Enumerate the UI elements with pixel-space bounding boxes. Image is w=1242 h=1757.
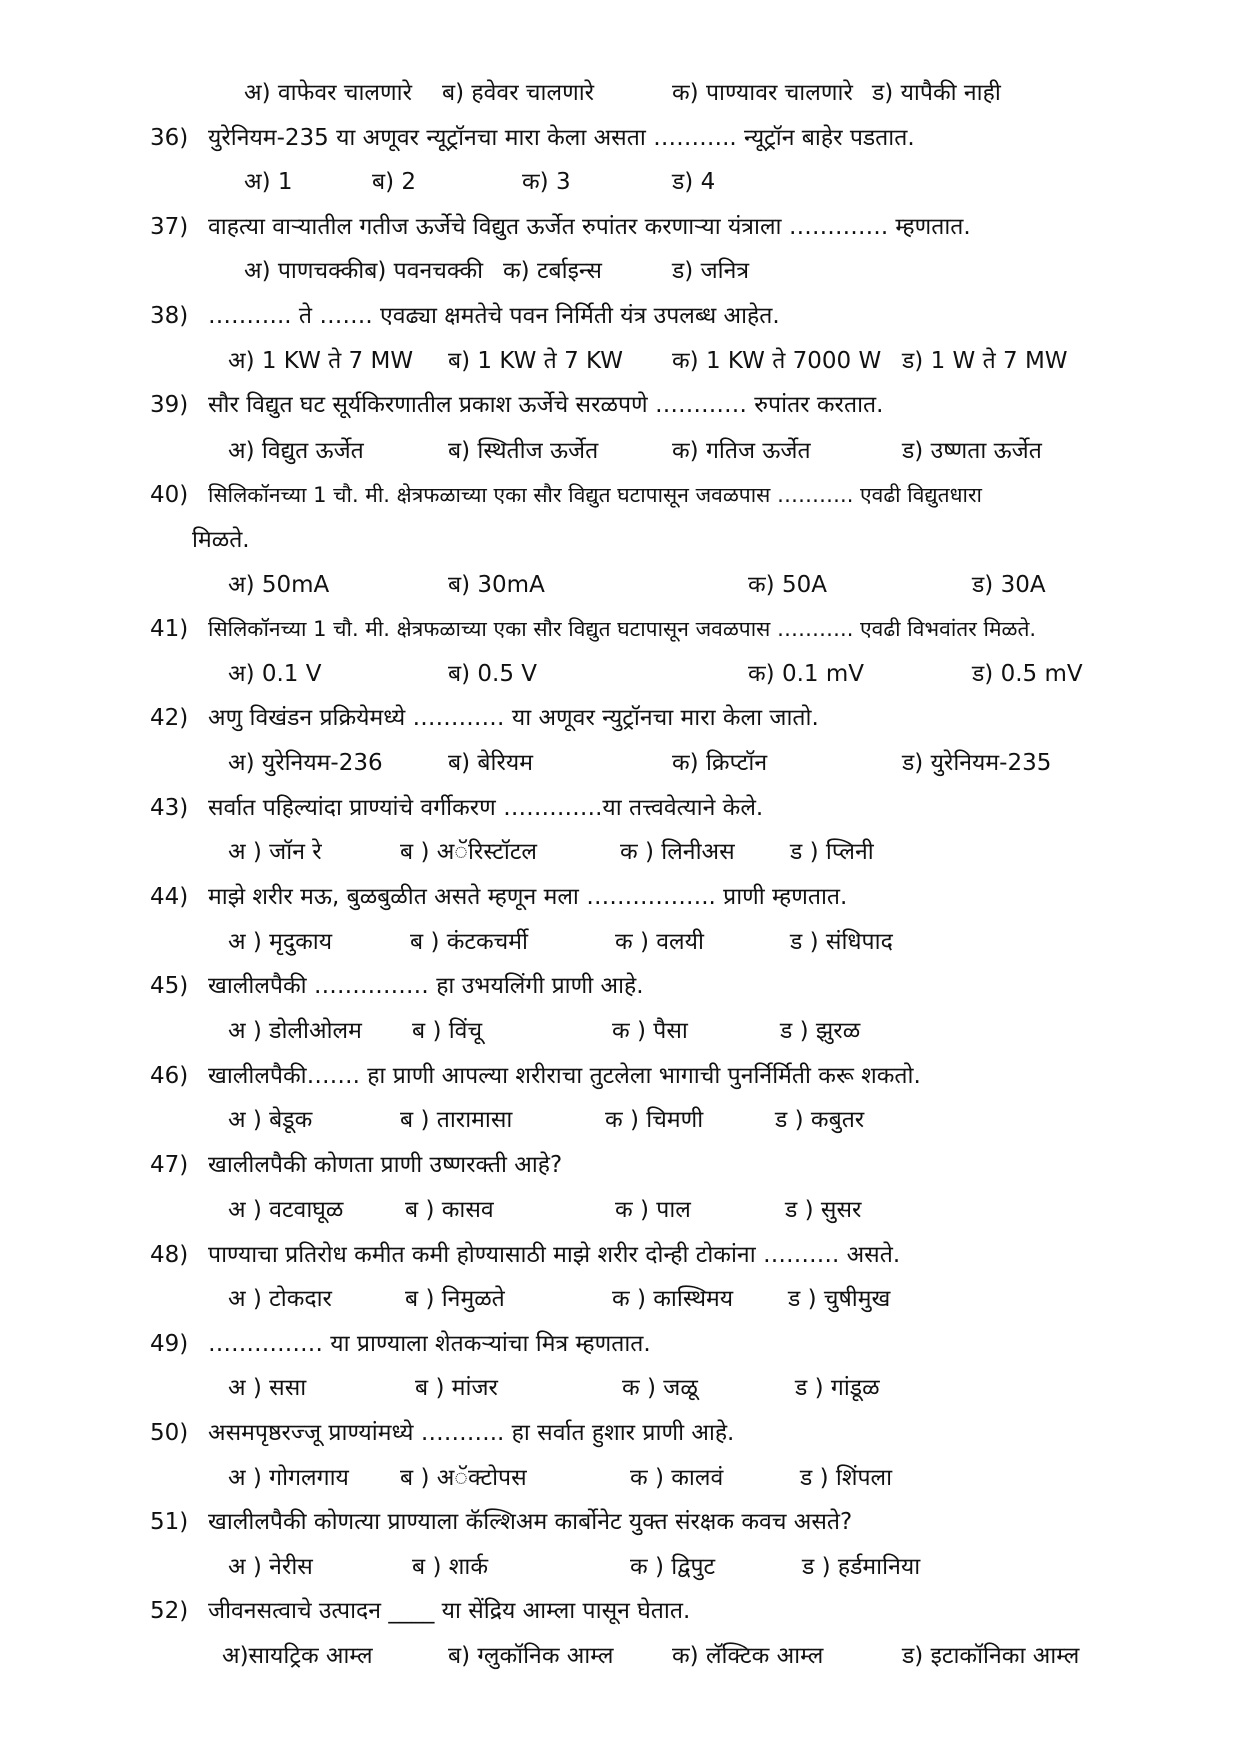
- option: ड) 1 W ते 7 MW: [902, 348, 1068, 374]
- question-number: 51): [150, 1509, 189, 1535]
- option: क) क्रिप्टॉन: [672, 750, 768, 776]
- option: अ ) मृदुकाय: [228, 929, 333, 955]
- option: अ) विद्युत ऊर्जेत: [228, 438, 364, 464]
- option: अ ) गोगलगाय: [228, 1465, 349, 1491]
- option: ड ) कबुतर: [775, 1107, 865, 1133]
- option: ब ) तारामासा: [400, 1107, 513, 1133]
- option: ब ) मांजर: [415, 1375, 498, 1401]
- question-number: 41): [150, 616, 189, 642]
- option: ब ) विंचू: [412, 1018, 483, 1044]
- option: ब) 0.5 V: [448, 661, 538, 687]
- option: ब) ग्लुकॉनिक आम्ल: [448, 1643, 614, 1669]
- option: ड) 0.5 mV: [972, 661, 1083, 687]
- question-text: सिलिकॉनच्या 1 चौ. मी. क्षेत्रफळाच्या एका सौर विद्युत घटापासून जवळपास ……….. एवढी विभवांतर मिळते.: [208, 617, 1037, 641]
- option: ड) यापैकी नाही: [872, 80, 1001, 106]
- option: अ ) बेडूक: [228, 1107, 313, 1133]
- option: ड ) शिंपला: [800, 1465, 893, 1491]
- option: अ ) टोकदार: [228, 1286, 332, 1312]
- option: ड) इटाकॉनिका आम्ल: [902, 1643, 1080, 1669]
- option: अ) युरेनियम-236: [228, 750, 383, 776]
- question-text: खालीलपैकी……. हा प्राणी आपल्या शरीराचा तुटलेला भागाची पुनर्निर्मिती करू शकतो.: [208, 1063, 921, 1089]
- option: क) 3: [522, 169, 571, 195]
- option: ड ) प्लिनी: [790, 839, 874, 865]
- option: क ) द्विपुट: [630, 1554, 716, 1580]
- question-number: 39): [150, 392, 189, 418]
- question-text: खालीलपैकी …………… हा उभयलिंगी प्राणी आहे.: [208, 973, 644, 999]
- option: क ) कालवं: [630, 1465, 724, 1491]
- question-text: खालीलपैकी कोणत्या प्राण्याला कॅल्शिअम कार्बोनेट युक्त संरक्षक कवच असते?: [208, 1509, 853, 1535]
- option: क ) पैसा: [612, 1018, 688, 1044]
- question-text: अणु विखंडन प्रक्रियेमध्ये ………… या अणूवर न्युट्रॉनचा मारा केला जातो.: [208, 705, 819, 731]
- question-number: 50): [150, 1420, 189, 1446]
- option: ड) जनित्र: [672, 258, 750, 284]
- option: क ) कास्थिमय: [612, 1286, 734, 1312]
- option: ब) 2: [372, 169, 417, 195]
- option: अ ) डोलीओलम: [228, 1018, 362, 1044]
- option: अ) 0.1 V: [228, 661, 322, 687]
- question-number: 45): [150, 973, 189, 999]
- option: अ) 50mA: [228, 572, 330, 598]
- question-text: असमपृष्ठरज्जू प्राण्यांमध्ये ……….. हा सर्वात हुशार प्राणी आहे.: [208, 1420, 735, 1446]
- option: ब ) शार्क: [412, 1554, 488, 1580]
- option: क) 0.1 mV: [748, 661, 864, 687]
- question-text: सौर विद्युत घट सूर्यकिरणातील प्रकाश ऊर्जेचे सरळपणे ………… रुपांतर करतात.: [208, 392, 884, 418]
- option: क) 1 KW ते 7000 W: [672, 348, 882, 374]
- option: क ) पाल: [615, 1197, 691, 1223]
- option: ड ) गांडूळ: [795, 1375, 880, 1401]
- question-text: युरेनियम-235 या अणूवर न्यूट्रॉनचा मारा केला असता ……….. न्यूट्रॉन बाहेर पडतात.: [208, 125, 915, 151]
- option: अ) वाफेवर चालणारे: [244, 80, 412, 106]
- option: ब) स्थितीज ऊर्जेत: [448, 438, 599, 464]
- question-number: 47): [150, 1152, 189, 1178]
- option: क ) लिनीअस: [620, 839, 735, 865]
- option: अ ) जॉन रे: [228, 839, 322, 865]
- option: ड ) हर्डमानिया: [802, 1554, 921, 1580]
- question-text: वाहत्या वाऱ्यातील गतीज ऊर्जेचे विद्युत ऊर्जेत रुपांतर करणाऱ्या यंत्राला …………. म्हणतात.: [208, 214, 971, 240]
- option: ब) बेरियम: [448, 750, 534, 776]
- question-number: 42): [150, 705, 189, 731]
- question-text: माझे शरीर मऊ, बुळबुळीत असते म्हणून मला …………….. प्राणी म्हणतात.: [208, 884, 848, 910]
- option: ड ) झुरळ: [780, 1018, 861, 1044]
- option: क) लॅक्टिक आम्ल: [672, 1643, 824, 1669]
- question-number: 44): [150, 884, 189, 910]
- option: ब ) कंटकचर्मी: [410, 929, 528, 955]
- question-text: सर्वात पहिल्यांदा प्राण्यांचे वर्गीकरण ………….या तत्त्ववेत्याने केले.: [208, 795, 764, 821]
- question-number: 52): [150, 1598, 189, 1624]
- option: ड ) चुषीमुख: [788, 1286, 891, 1312]
- option: ड) 30A: [972, 572, 1046, 598]
- option: क ) जळू: [622, 1375, 698, 1401]
- question-text-continued: मिळते.: [192, 527, 250, 553]
- question-text: सिलिकॉनच्या 1 चौ. मी. क्षेत्रफळाच्या एका सौर विद्युत घटापासून जवळपास ……….. एवढी विद्युतधारा: [208, 483, 982, 507]
- option: अ ) ससा: [228, 1375, 307, 1401]
- question-number: 36): [150, 125, 189, 151]
- option: अ) 1 KW ते 7 MW: [228, 348, 414, 374]
- option: क ) वलयी: [615, 929, 704, 955]
- question-text: …………… या प्राण्याला शेतकऱ्यांचा मित्र म्हणतात.: [208, 1331, 651, 1357]
- option: अ ) नेरीस: [228, 1554, 313, 1580]
- option: क ) चिमणी: [605, 1107, 704, 1133]
- option: ड) 4: [672, 169, 716, 195]
- option: ड) युरेनियम-235: [902, 750, 1052, 776]
- option: ड ) संधिपाद: [790, 929, 893, 955]
- option: ड ) सुसर: [785, 1197, 862, 1223]
- question-text: पाण्याचा प्रतिरोध कमीत कमी होण्यासाठी माझे शरीर दोन्ही टोकांना ………. असते.: [208, 1242, 901, 1268]
- option: ब ) निमुळते: [405, 1286, 505, 1312]
- option: ब ) अॅरिस्टॉटल: [400, 839, 538, 865]
- question-number: 40): [150, 482, 189, 508]
- option: क) गतिज ऊर्जेत: [672, 438, 811, 464]
- question-number: 46): [150, 1063, 189, 1089]
- option: क) टर्बाइन्स: [503, 258, 602, 284]
- option: ब ) अॅक्टोपस: [400, 1465, 527, 1491]
- option: क) पाण्यावर चालणारे: [672, 80, 853, 106]
- question-text: खालीलपैकी कोणता प्राणी उष्णरक्ती आहे?: [208, 1152, 563, 1178]
- option: ब) 30mA: [448, 572, 545, 598]
- question-number: 48): [150, 1242, 189, 1268]
- option: अ)सायट्रिक आम्ल: [222, 1643, 373, 1669]
- question-text: ……….. ते ……. एवढ्या क्षमतेचे पवन निर्मिती यंत्र उपलब्ध आहेत.: [208, 303, 780, 329]
- option: अ ) वटवाघूळ: [228, 1197, 344, 1223]
- option: अ) पाणचक्कीब) पवनचक्की: [244, 258, 484, 284]
- option: ब) हवेवर चालणारे: [442, 80, 595, 106]
- question-number: 49): [150, 1331, 189, 1357]
- option: अ) 1: [244, 169, 293, 195]
- question-text: जीवनसत्वाचे उत्पादन ____ या सेंद्रिय आम्ला पासून घेतात.: [208, 1598, 691, 1624]
- option: ड) उष्णता ऊर्जेत: [902, 438, 1042, 464]
- option: ब) 1 KW ते 7 KW: [448, 348, 624, 374]
- question-number: 43): [150, 795, 189, 821]
- question-number: 37): [150, 214, 189, 240]
- option: क) 50A: [748, 572, 827, 598]
- question-number: 38): [150, 303, 189, 329]
- option: ब ) कासव: [405, 1197, 494, 1223]
